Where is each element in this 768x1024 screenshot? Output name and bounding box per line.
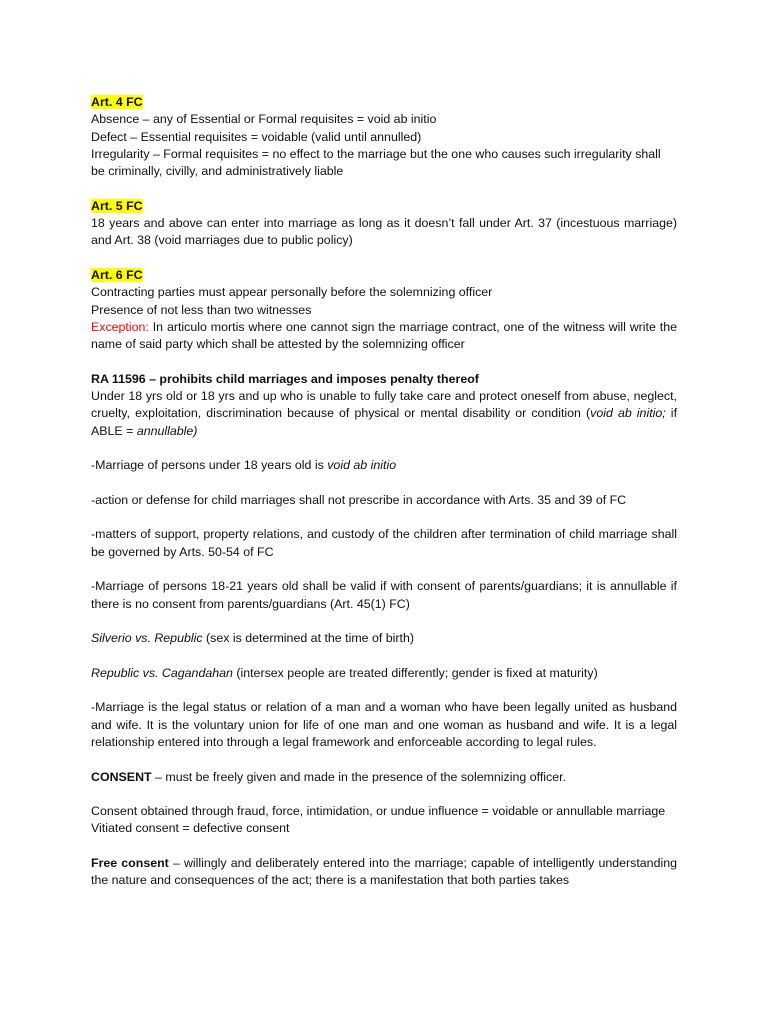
- art5-section: [91, 198, 677, 250]
- art4-line-absence: Absence – any of Essential or Formal requisites = void ab initio: [91, 112, 437, 127]
- art4-line-irregularity: Irregularity – Formal requisites = no effect to the marriage but the one who causes such irregularity shall be criminally, civilly, and administratively liable: [91, 146, 661, 179]
- art4-section: [91, 94, 677, 180]
- free-consent-label: Free consent: [91, 856, 169, 871]
- p1-text: -Marriage of persons under 18 years old is: [91, 458, 328, 473]
- consent-label: CONSENT: [91, 769, 152, 784]
- exception-text: In articulo mortis where one cannot sign the marriage contract, one of the witness will write the name of said party which shall be attested by the solemnizing officer: [91, 319, 677, 352]
- paragraph-consent: [91, 769, 677, 786]
- case2-text: (intersex people are treated differently; gender is fixed at maturity): [232, 665, 598, 680]
- art6-line-personal: Contracting parties must appear personally before the solemnizing officer: [91, 285, 493, 300]
- paragraph-under-18: [91, 457, 677, 474]
- case1-name: Silverio vs. Republic: [91, 631, 203, 646]
- art4-line-defect: Defect – Essential requisites = voidable (valid until annulled): [91, 129, 422, 144]
- art6-line-witnesses: Presence of not less than two witnesses: [91, 302, 312, 317]
- case-silverio: [91, 630, 677, 647]
- art6-exception: [91, 319, 677, 354]
- paragraph-prescribe: -action or defense for child marriages shall not prescribe in accordance with Arts. 35 and 39 of FC: [91, 492, 627, 507]
- art4-heading: Art. 4 FC: [91, 95, 143, 109]
- art5-heading: Art. 5 FC: [91, 198, 143, 213]
- free-consent-text: – willingly and deliberately entered into the marriage; capable of intelligently understanding the nature and consequences of the act; there is a manifestation that both parties takes: [91, 856, 677, 888]
- exception-label: Exception:: [91, 319, 149, 334]
- art6-section: [91, 267, 677, 353]
- paragraph-vitiated: Vitiated consent = defective consent: [91, 821, 290, 836]
- paragraph-support: -matters of support, property relations, and custody of the children after termination of child marriage shall be governed by Arts. 50-54 of FC: [91, 527, 677, 559]
- paragraph-free-consent: [91, 855, 677, 890]
- ra-section: [91, 371, 677, 440]
- consent-text: – must be freely given and made in the presence of the solemnizing officer.: [151, 769, 567, 784]
- ra-body-annul: annullable): [136, 423, 198, 438]
- ra-body: [91, 388, 677, 440]
- ra-heading: RA 11596 – prohibits child marriages and imposes penalty thereof: [91, 371, 479, 386]
- ra-body-2: if ABLE =: [91, 406, 678, 438]
- case-cagandahan: [91, 665, 677, 682]
- paragraph-18-21: -Marriage of persons 18-21 years old shall be valid if with consent of parents/guardians; it is annullable if there is no consent from parents/guardians (Art. 45(1) FC): [91, 579, 677, 611]
- case1-text: (sex is determined at the time of birth): [202, 631, 414, 646]
- paragraph-marriage-definition: -Marriage is the legal status or relation of a man and a woman who have been legally united as husband and wife. It is the voluntary union for life of one man and one woman as husband and wife. It is a legal relationship entered into through a legal framework and enforceable according to legal rules.: [91, 700, 677, 749]
- case2-name: Republic vs. Cagandahan: [91, 665, 233, 680]
- art6-heading: Art. 6 FC: [91, 267, 143, 282]
- p1-void: void ab initio: [327, 458, 397, 473]
- art5-text: 18 years and above can enter into marriage as long as it doesn’t fall under Art. 37 (incestuous marriage) and Art. 38 (void marriages due to public policy): [91, 216, 677, 248]
- ra-body-1: Under 18 yrs old or 18 yrs and up who is unable to fully take care and protect oneself from abuse, neglect, cruelty, exploitation, discrimination because of physical or mental disability or condition (: [91, 389, 677, 421]
- paragraph-consent-fraud: Consent obtained through fraud, force, intimidation, or undue influence = voidable or annullable marriage: [91, 804, 666, 819]
- ra-body-void: void ab initio;: [590, 406, 666, 421]
